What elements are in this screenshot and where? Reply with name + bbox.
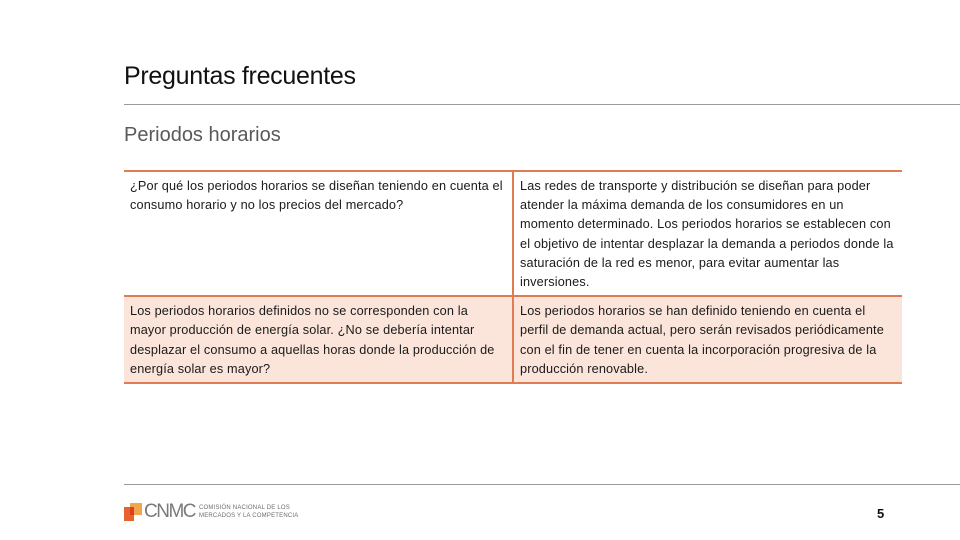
table-row <box>124 170 902 297</box>
faq-question: Los periodos horarios definidos no se corresponden con la mayor producción de energía solar. ¿No se debería intentar desplazar el consumo a aquellas horas donde la producción de energía solar es mayor? <box>124 297 514 384</box>
logo-line-1: COMISIÓN NACIONAL DE LOS <box>199 505 290 511</box>
logo-abbreviation: CNMC <box>144 501 195 522</box>
logo-line-2: MERCADOS Y LA COMPETENCIA <box>199 513 299 519</box>
footer-divider <box>124 484 960 485</box>
faq-answer: Los periodos horarios se han definido teniendo en cuenta el perfil de demanda actual, pero serán revisados periódicamente con el fin de tener en cuenta la incorporación progresiva de la producción renovable. <box>514 297 902 384</box>
faq-answer: Las redes de transporte y distribución se diseñan para poder atender la máxima demanda de los consumidores en un momento determinado. Los periodos horarios se establecen con el objetivo de intentar desplazar la demanda a periodos donde la saturación de la red es menor, para evitar aumentar las inversiones. <box>514 170 902 297</box>
table-row <box>124 297 902 384</box>
faq-question: ¿Por qué los periodos horarios se diseñan teniendo en cuenta el consumo horario y no los precios del mercado? <box>124 170 514 297</box>
header-divider <box>124 104 960 105</box>
slide-title: Preguntas frecuentes <box>124 62 356 90</box>
faq-table <box>124 170 902 384</box>
logo-full-name <box>199 504 298 520</box>
cnmc-logo <box>124 501 298 523</box>
page-number: 5 <box>877 506 885 521</box>
section-subtitle: Periodos horarios <box>124 124 281 146</box>
cnmc-logo-icon <box>124 503 142 521</box>
